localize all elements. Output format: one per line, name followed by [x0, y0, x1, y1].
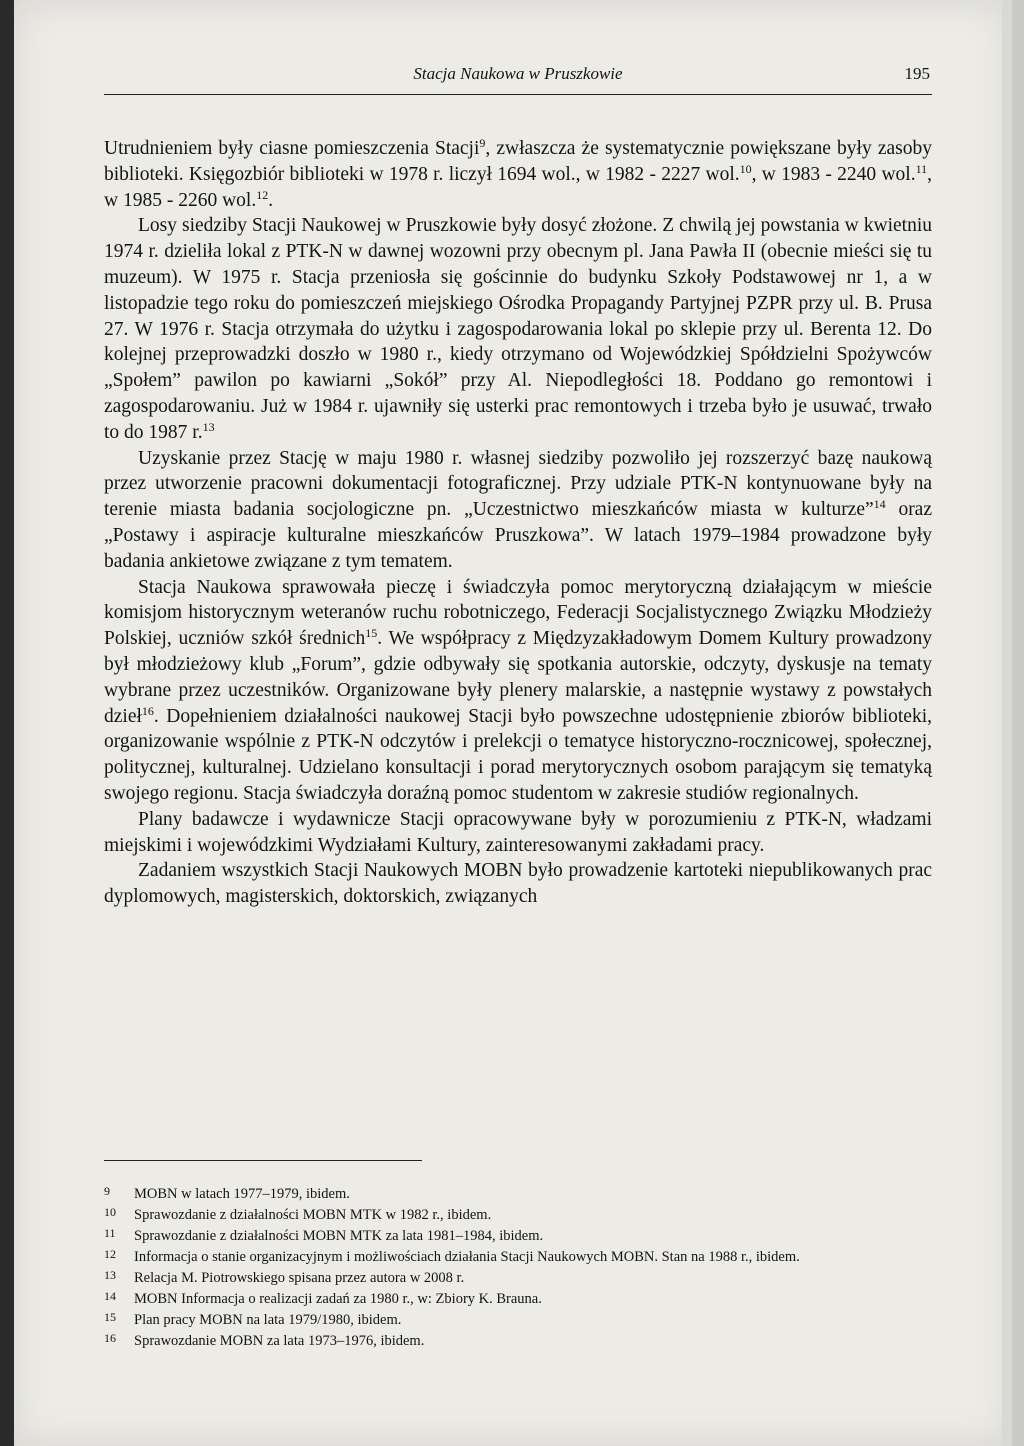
paragraph: Uzyskanie przez Stację w maju 1980 r. własnej siedziby pozwoliło jej rozszerzyć bazę naukową przez utworzenie pracowni dokumentacji fotograficznej. Przy udziale PTK-N kontynuowane były na terenie miasta badania socjologiczne pn. „Uczestnictwo mieszkańców miasta w kulturze”$^{14}$ oraz „Postawy i aspiracje kulturalne mieszkańców Pruszkowa”. W latach 1979–1984 prowadzone były badania ankietowe związane z tym tematem.	[104, 447, 932, 572]
main-text	[104, 136, 932, 910]
paragraph: Utrudnieniem były ciasne pomieszczenia Stacji$^9$, zwłaszcza że systematycznie powiększane były zasoby biblioteki. Księgozbiór biblioteki w 1978 r. liczył 1694 wol., w 1982 - 2227 wol.$^{10}$, w 1983 - 2240 wol.$^{11}$, w 1985 - 2260 wol.$^{12}$.	[104, 136, 933, 211]
footnote-divider	[104, 1160, 422, 1161]
scan-edge	[1002, 0, 1012, 1446]
footnote-text: Sprawozdanie z działalności MOBN MTK w 1982 r., ibidem.	[134, 1207, 492, 1223]
footnote-ref: 11	[915, 161, 928, 176]
footnote	[104, 1308, 932, 1329]
paragraph: Stacja Naukowa sprawowała pieczę i świadczyła pomoc merytoryczną działającym w mieście komisjom historycznym weteranów ruchu robotniczego, Federacji Socjalistycznego Związku Młodzieży Polskiej, uczniów szkół średnich$^{15}$. We współpracy z Międzyzakładowym Domem Kultury prowadzony był młodzieżowy klub „Forum”, gdzie odbywały się spotkania autorskie, odczyty, dyskusje na tematy wybrane przez uczestników. Organizowane były plenery malarskie, a następnie wystawy z powstałych dzieł$^{16}$. Dopełnieniem działalności naukowej Stacji było powszechne udostępnienie zbiorów biblioteki, organizowanie wspólnie z PTK-N odczytów i prelekcji o tematyce historyczno-rocznicowej, społecznej, politycznej, kulturalnej. Udzielano konsultacji i porad merytorycznych osobom parającym się tematyką swojego regionu. Stacja świadczyła doraźną pomoc studentom w zakresie studiów regionalnych.	[104, 576, 933, 804]
footnote-number: 13	[104, 1268, 116, 1282]
footnote-number: 15	[104, 1310, 116, 1324]
footnote-text: Sprawozdanie MOBN za lata 1973–1976, ibidem.	[134, 1333, 425, 1349]
paragraph: Plany badawcze i wydawnicze Stacji opracowywane były w porozumieniu z PTK-N, władzami miejskimi i wojewódzkimi Wydziałami Kultury, zainteresowanymi zakładami pracy.	[104, 808, 932, 856]
footnote-text: Sprawozdanie z działalności MOBN MTK za lata 1981–1984, ibidem.	[134, 1228, 544, 1244]
footnote-number: 9	[104, 1184, 110, 1198]
footnote-number: 11	[104, 1226, 116, 1240]
footnote-text: Plan pracy MOBN na lata 1979/1980, ibidem.	[134, 1312, 402, 1328]
footnote-ref: 15	[365, 626, 378, 641]
footnote	[104, 1287, 932, 1308]
footnote-number: 12	[104, 1247, 116, 1261]
footnote-ref: 16	[141, 703, 154, 718]
page-number: 195	[904, 64, 930, 83]
footnote-ref: 10	[739, 161, 752, 176]
footnote-text: Informacja o stanie organizacyjnym i możliwościach działania Stacji Naukowych MOBN. Stan na 1988 r., ibidem.	[134, 1249, 800, 1265]
footnote-ref: 13	[202, 419, 215, 434]
page-header	[104, 60, 932, 95]
footnotes	[104, 1182, 932, 1350]
scan-edge	[0, 0, 14, 1446]
footnote	[104, 1203, 932, 1224]
footnote	[104, 1266, 932, 1287]
footnote	[104, 1329, 932, 1350]
paragraph: Zadaniem wszystkich Stacji Naukowych MOBN było prowadzenie kartoteki niepublikowanych prac dyplomowych, magisterskich, doktorskich, związanych	[104, 860, 932, 908]
footnote-text: MOBN Informacja o realizacji zadań za 1980 r., w: Zbiory K. Brauna.	[134, 1291, 542, 1307]
paragraph: Losy siedziby Stacji Naukowej w Pruszkowie były dosyć złożone. Z chwilą jej powstania w kwietniu 1974 r. dzieliła lokal z PTK-N w dawnej wozowni przy obecnym pl. Jana Pawła II (obecnie mieści się tu muzeum). W 1975 r. Stacja przeniosła się gościnnie do budynku Szkoły Podstawowej nr 1, a w listopadzie tego roku do pomieszczeń miejskiego Ośrodka Propagandy Partyjnej PZPR przy ul. B. Prusa 27. W 1976 r. Stacja otrzymała do użytku i zagospodarowania lokal po sklepie przy ul. Berenta 12. Do kolejnej przeprowadzki doszło w 1980 r., kiedy otrzymano od Wojewódzkiej Spółdzielni Spożywców „Społem” pawilon po kawiarni „Sokół” przy Al. Niepodległości 18. Poddano go remontowi i zagospodarowaniu. Już w 1984 r. ujawniły się usterki prac remontowych i trzeba było je usuwać, trwało to do 1987 r.$^{13}$	[104, 215, 932, 443]
footnote-ref: 14	[873, 497, 886, 512]
book-page	[12, 0, 1012, 1446]
footnote-ref: 12	[256, 187, 269, 202]
footnote-number: 14	[104, 1289, 116, 1303]
footnote-text: MOBN w latach 1977–1979, ibidem.	[134, 1186, 350, 1202]
footnote-ref: 9	[479, 136, 486, 150]
footnote	[104, 1245, 932, 1266]
footnote	[104, 1224, 932, 1245]
running-title: Stacja Naukowa w Pruszkowie	[413, 64, 623, 83]
footnote	[104, 1182, 932, 1203]
footnote-number: 16	[104, 1331, 116, 1345]
footnote-number: 10	[104, 1205, 116, 1219]
footnote-text: Relacja M. Piotrowskiego spisana przez autora w 2008 r.	[134, 1270, 465, 1286]
